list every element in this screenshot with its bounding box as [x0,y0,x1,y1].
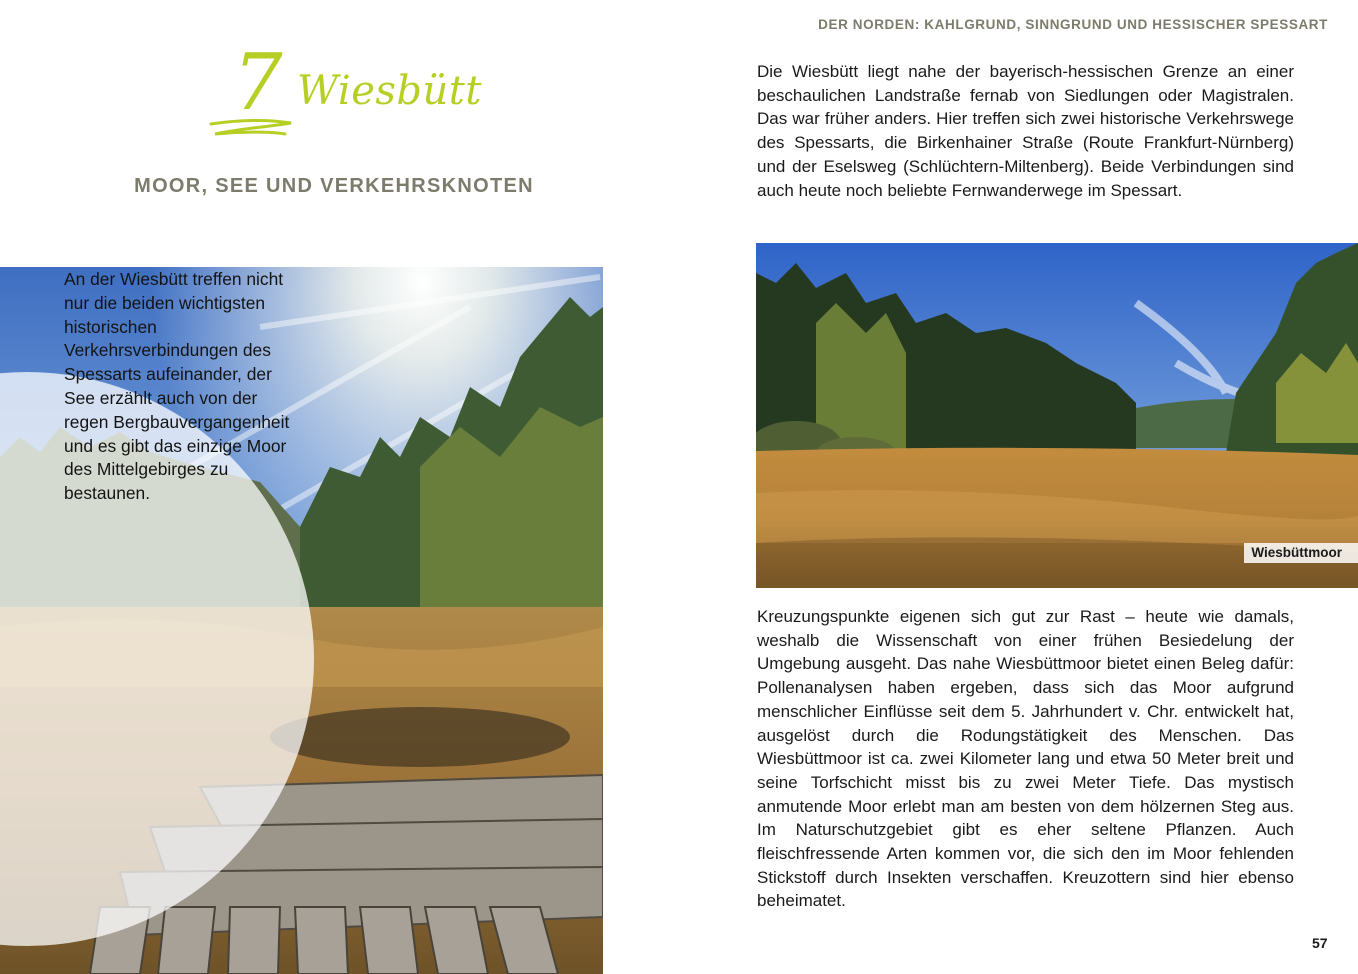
body-paragraph-1: Die Wiesbütt liegt nahe der bayerisch-hessischen Grenze an einer beschaulichen Landstraße fernab von Siedlungen oder Magistralen. Das war früher anders. Hier treffen sich zwei historische Verkehrswege des Spessarts, die Birkenhainer Straße (Route Frankfurt-Nürnberg) und der Eselsweg (Schlüchtern-Miltenberg). Beide Verbindungen sind auch heute noch beliebte Fernwanderwege im Spessart. [757,62,1294,200]
chapter-underline-scribble [207,114,297,144]
running-head: DER NORDEN: KAHLGRUND, SINNGRUND UND HESSISCHER SPESSART [818,17,1328,32]
moor-photo [756,243,1358,588]
page-number: 57 [1312,935,1328,951]
chapter-subtitle: MOOR, SEE UND VERKEHRSKNOTEN [134,175,534,197]
photo-caption: Wiesbüttmoor [1244,543,1358,563]
body-paragraph-2: Kreuzungspunkte eigenen sich gut zur Rast – heute wie damals, weshalb die Wissenschaft von einer frühen Besiedelung der Umgebung ausgeht. Das nahe Wiesbüttmoor bietet einen Beleg dafür: Pollenanalysen haben ergeben, dass sich das Moor aufgrund menschlicher Einflüsse seit dem 5. Jahrhundert v. Chr. entwickelt hat, ausgelöst durch die Rodungstätigkeit des Menschen. Das Wiesbüttmoor ist ca. zwei Kilometer lang und etwa 50 Meter breit und seine Torfschicht misst bis zu zwei Meter Tiefe. Das mystisch anmutende Moor erlebt man am besten von dem hölzernen Steg aus. Im Naturschutzgebiet gibt es eher seltene Pflanzen. Auch fleischfressende Arten kommen vor, die sich den im Moor fehlenden Stickstoff durch Insekten verschaffen. Kreuzottern sind hier ebenso beheimatet. [757,607,1294,911]
chapter-number: 7 [233,38,283,128]
callout-text: An der Wiesbütt treffen nicht nur die beiden wichtigsten historischen Verkehrsverbindungen des Spessarts aufeinander, der See erzählt auch von der regen Bergbauvergangenheit und es gibt das einzige Moor des Mittelgebirges zu bestaunen. [64,269,290,504]
chapter-heading [205,38,482,146]
chapter-title: Wiesbütt [297,68,482,114]
moor-photo-image [756,243,1358,588]
